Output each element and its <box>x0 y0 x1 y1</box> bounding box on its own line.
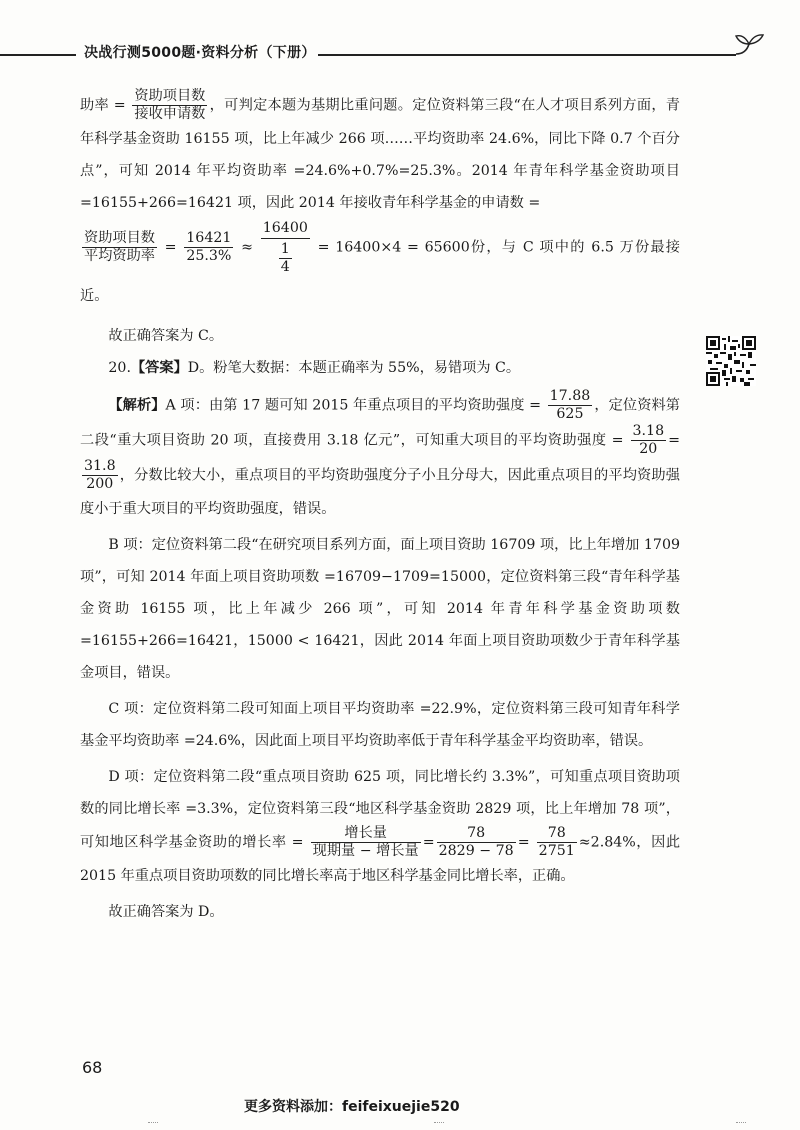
paragraph-7 <box>80 761 680 892</box>
fraction <box>184 230 233 265</box>
denominator: 4 <box>280 259 290 275</box>
text: ，定位资料第二段“重大项目资助 20 项，直接费用 3.18 亿元”，可知重大项目的平均资助强度 = <box>80 397 680 449</box>
numerator: 资助项目数 <box>84 230 155 246</box>
numerator: 17.88 <box>549 388 591 404</box>
scan-artifact <box>736 1122 746 1125</box>
text: = 16400×4 = 65600份，与 C 项中的 6.5 万份最接近。 <box>80 239 680 304</box>
numerator: 16421 <box>186 230 232 246</box>
denominator: 平均资助率 <box>84 248 155 264</box>
fraction <box>437 825 516 860</box>
running-header <box>0 40 800 70</box>
equals: = <box>164 239 177 256</box>
footer-note: 更多资料添加：feifeixuejie520 <box>244 1099 460 1115</box>
approx: ≈ <box>241 239 254 256</box>
fraction <box>261 219 310 276</box>
paragraph-3 <box>80 352 680 384</box>
fraction <box>279 241 292 276</box>
paragraph-8: 故正确答案为 D。 <box>108 904 224 920</box>
denominator: 2751 <box>538 843 575 859</box>
fraction <box>548 388 593 423</box>
page-number: 68 <box>82 1058 103 1077</box>
numerator: 78 <box>537 825 577 843</box>
answer-label: 【答案】 <box>130 360 188 376</box>
paragraph-1-equation <box>80 219 680 316</box>
fraction <box>82 458 118 493</box>
fraction <box>311 825 421 860</box>
question-number: 20. <box>108 360 131 376</box>
paragraph-6: C 项：定位资料第二段可知面上项目平均资助率 =22.9%，定位资料第三段可知青年科学基金平均资助率 =24.6%，因此面上项目平均资助率低于青年科学基金平均资助率，错误。 <box>80 701 680 749</box>
numerator: 3.18 <box>632 423 665 439</box>
numerator: 31.8 <box>84 458 116 474</box>
denominator: 25.3% <box>186 248 232 264</box>
paragraph-4 <box>80 388 680 525</box>
denominator: 接收申请数 <box>134 106 206 122</box>
denominator: 625 <box>556 406 584 422</box>
scan-artifact <box>434 1122 444 1125</box>
paragraph-1 <box>80 88 680 219</box>
text: A 项：由第 17 题可知 2015 年重点项目的平均资助强度 = <box>165 397 541 414</box>
fraction <box>82 230 157 265</box>
denominator: 现期量 − 增长量 <box>312 843 419 859</box>
header-rule-right <box>318 54 736 56</box>
denominator <box>261 239 310 276</box>
fraction <box>132 88 207 123</box>
equals: = <box>422 834 435 851</box>
analysis-label: 【解析】 <box>108 397 166 414</box>
text: ≈2.84%，因此 2015 年重点项目资助项数的同比增长率高于地区科学基金同比增长率，正确。 <box>80 834 681 884</box>
text: D。粉笔大数据：本题正确率为 55%，易错项为 C。 <box>187 360 521 376</box>
header-title: 决战行测5000题·资料分析（下册） <box>84 45 316 61</box>
paragraph-5: B 项：定位资料第二段“在研究项目系列方面，面上项目资助 16709 项，比上年增加 1709 项”，可知 2014 年面上项目资助项数 =16709−1709=15000，定位资料第三段“青年科学基金资助 16155 项，比上年减少 266 项”，可知 2014 年青年科学基金资助项数 =16155+266=16421，15000 < 16421，因此 2014 年面上项目资助项数少于青年科学基金项目，错误。 <box>80 537 680 681</box>
numerator: 16400 <box>261 219 310 239</box>
text: ，分数比较大小，重点项目的平均资助强度分子小且分母大，因此重点项目的平均资助强度小于重大项目的平均资助强度，错误。 <box>80 467 680 517</box>
text: 助率 = <box>80 97 126 114</box>
equals: = <box>668 432 680 449</box>
text: ，可判定本题为基期比重问题。定位资料第三段“在人才项目系列方面，青年科学基金资助 16155 项，比上年减少 266 项……平均资助率 24.6%，同比下降 0.7 个百分点”，可知 2014 年平均资助率 =24.6%+0.7%=25.3%。2014 年青年科学基金资助项目 =16155+266=16421 项，因此 2014 年接收青年科学基金的申请数 = <box>80 97 680 211</box>
denominator: 200 <box>86 476 114 492</box>
numerator: 78 <box>437 825 516 843</box>
numerator: 资助项目数 <box>134 88 206 104</box>
paragraph-2: 故正确答案为 C。 <box>108 328 224 344</box>
page-body <box>80 88 680 928</box>
scan-artifact <box>148 1122 158 1125</box>
fraction <box>537 825 577 860</box>
fraction <box>631 423 667 458</box>
qr-code-icon[interactable] <box>706 336 756 386</box>
numerator: 1 <box>280 241 290 257</box>
denominator: 2829 − 78 <box>438 843 514 859</box>
text: D 项：定位资料第二段“重点项目资助 625 项，同比增长约 3.3%”，可知重点项目资助项数的同比增长率 =3.3%，定位资料第三段“地区科学基金资助 2829 项，比上年增加 78 项”，可知地区科学基金资助的增长率 = <box>80 769 680 851</box>
equals: = <box>517 834 530 851</box>
sprout-icon <box>732 30 766 58</box>
header-rule-left <box>0 54 76 56</box>
denominator: 20 <box>639 441 658 457</box>
numerator: 增长量 <box>311 825 421 843</box>
